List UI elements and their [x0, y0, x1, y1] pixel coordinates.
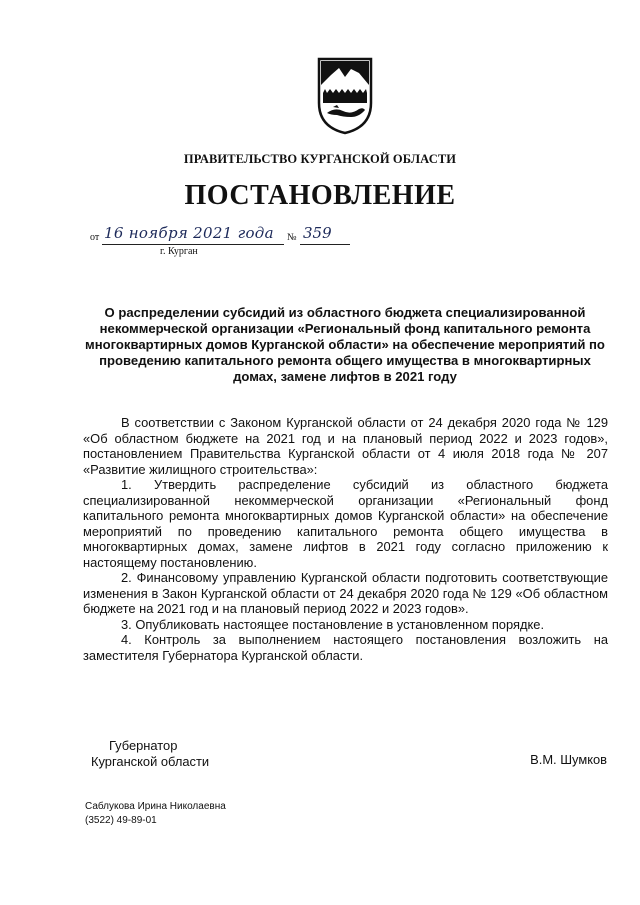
executor-phone: (3522) 49-89-01	[85, 815, 157, 826]
document-body	[83, 415, 608, 663]
number-prefix: №	[287, 232, 297, 243]
position-title: Губернатор	[109, 738, 178, 753]
clause-2: 2. Финансовому управлению Курганской области подготовить соответствующие изменения в Закон Курганской области от 24 декабря 2020 года № 129 «Об областном бюджете на 2021 год и на плановый период 2022 и 2023 годов».	[83, 570, 608, 616]
clause-1: 1. Утвердить распределение субсидий из областного бюджета специализированной некоммерческой организации «Региональный фонд капитального ремонта многоквартирных домов Курганской области» на обеспечение мероприятий по проведению капитального ремонта общего имущества в многоквартирных домах, замене лифтов в 2021 году согласно приложению к настоящему постановлению.	[83, 477, 608, 570]
signatory-position	[91, 738, 209, 770]
preamble-paragraph: В соответствии с Законом Курганской области от 24 декабря 2020 года № 129 «Об областном бюджете на 2021 год и на плановый период 2022 и 2023 годов», постановлением Правительства Курганской области от 4 июля 2018 года № 207 «Развитие жилищного строительства»:	[83, 415, 608, 477]
document-date: 16 ноября 2021 года	[104, 224, 274, 242]
document-type-title: ПОСТАНОВЛЕНИЕ	[184, 180, 456, 211]
document-number: 359	[303, 224, 332, 242]
document-city: г. Курган	[160, 246, 198, 257]
signatory-name: В.М. Шумков	[530, 752, 607, 767]
position-region: Курганской области	[91, 754, 210, 769]
number-underline	[300, 244, 350, 245]
date-underline	[102, 244, 284, 245]
registration-block	[90, 226, 370, 266]
executor-info	[85, 800, 226, 828]
government-name: ПРАВИТЕЛЬСТВО КУРГАНСКОЙ ОБЛАСТИ	[183, 152, 457, 166]
clause-4: 4. Контроль за выполнением настоящего постановления возложить на заместителя Губернатора Курганской области.	[83, 632, 608, 663]
clause-3: 3. Опубликовать настоящее постановление в установленном порядке.	[121, 616, 545, 632]
document-subject: О распределении субсидий из областного бюджета специализированной некоммерческой организации «Региональный фонд капитального ремонта многоквартирных домов Курганской области» на обеспечение мероприятий по проведению капитального ремонта общего имущества в многоквартирных домах, замене лифтов в 2021 году	[85, 305, 605, 384]
coat-of-arms-emblem	[313, 55, 377, 135]
executor-name: Саблукова Ирина Николаевна	[85, 801, 226, 812]
date-prefix: от	[90, 232, 100, 243]
